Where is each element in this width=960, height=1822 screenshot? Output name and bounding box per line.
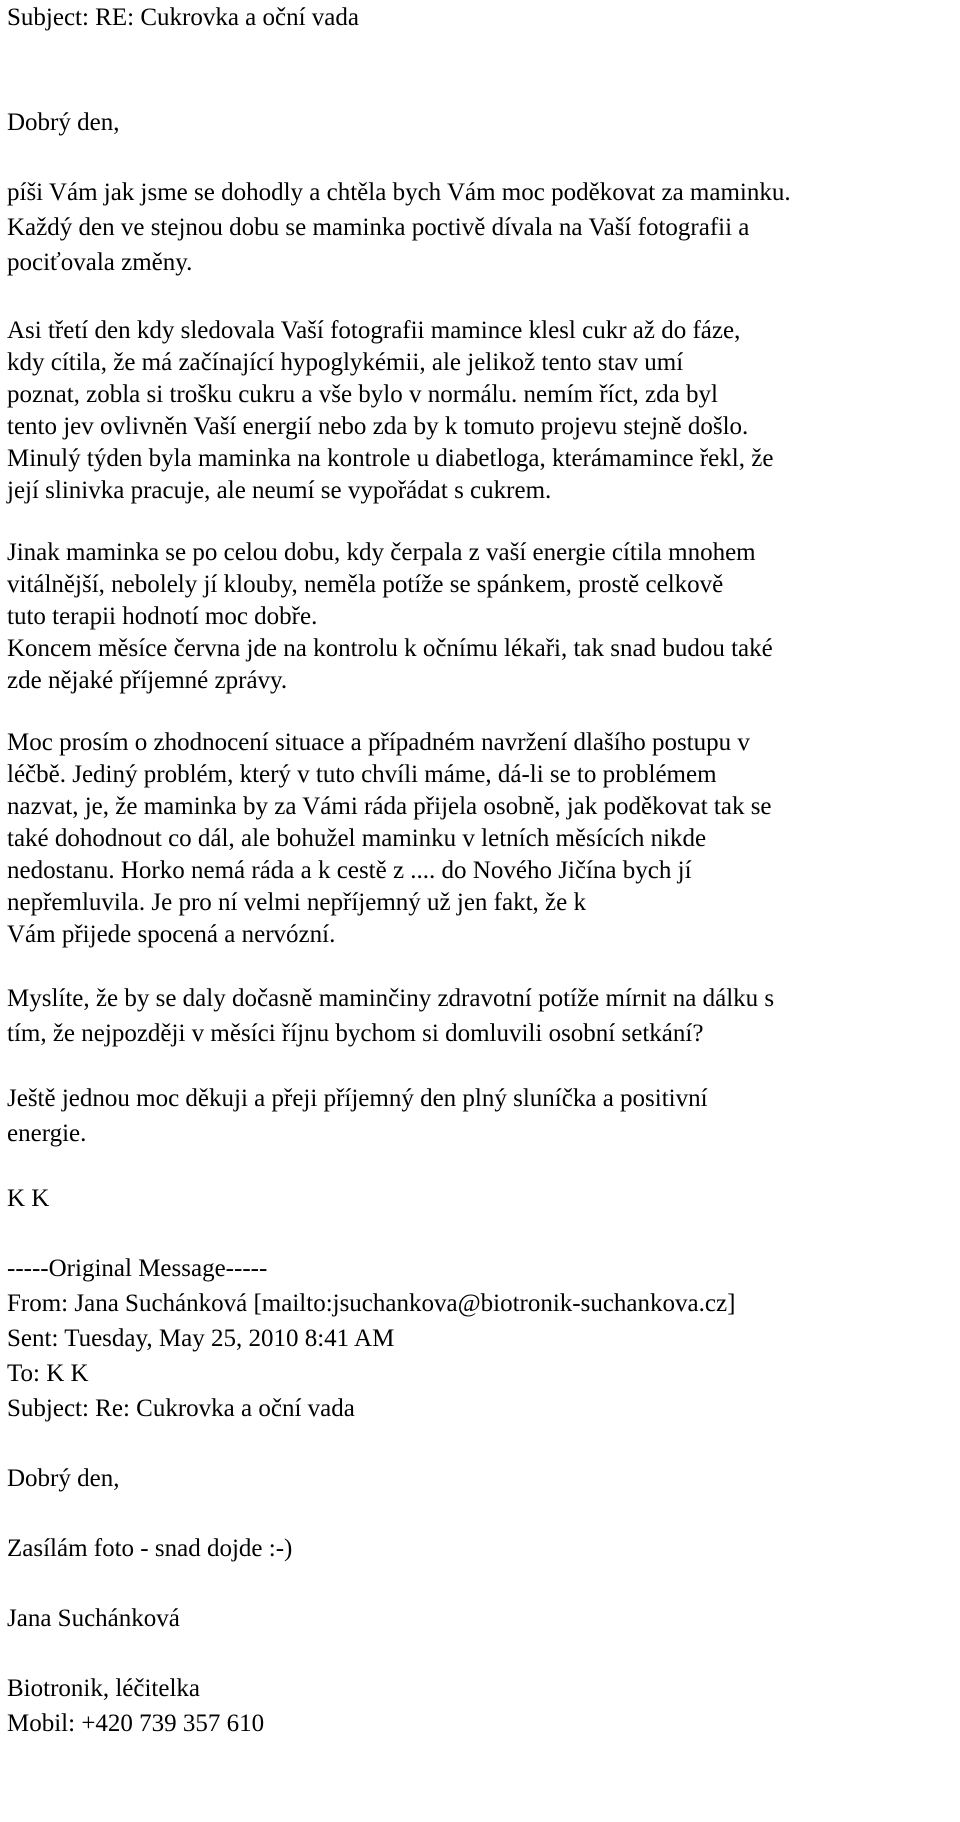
paragraph-line: vitálnější, nebolely jí klouby, neměla potíže se spánkem, prostě celkově	[7, 571, 724, 598]
paragraph-line: Ještě jednou moc děkuji a přeji příjemný den plný sluníčka a positivní	[7, 1085, 708, 1112]
paragraph-line: tuto terapii hodnotí moc dobře.	[7, 603, 318, 630]
paragraph-line: také dohodnout co dál, ale bohužel maminku v letních měsících nikde	[7, 825, 707, 852]
paragraph-line: Vám přijede spocená a nervózní.	[7, 921, 336, 948]
original-greeting: Dobrý den,	[7, 1465, 120, 1492]
paragraph-line: poznat, zobla si trošku cukru a vše bylo v normálu. nemím říct, zda byl	[7, 381, 718, 408]
paragraph-closing	[7, 1081, 955, 1151]
original-subject: Subject: Re: Cukrovka a oční vada	[7, 1395, 355, 1422]
email-subject	[7, 0, 955, 35]
paragraph-question	[7, 981, 955, 1051]
greeting	[7, 105, 955, 140]
greeting-line: Dobrý den,	[7, 109, 120, 136]
paragraph-wellbeing	[7, 537, 955, 697]
paragraph-line: nepřemluvila. Je pro ní velmi nepříjemný už jen fakt, že k	[7, 889, 586, 916]
original-sender-name: Jana Suchánková	[7, 1605, 180, 1632]
subject-line: Subject: RE: Cukrovka a oční vada	[7, 4, 360, 31]
paragraph-line: Moc prosím o zhodnocení situace a případném navržení dlašího postupu v	[7, 729, 750, 756]
paragraph-line: Myslíte, že by se daly dočasně maminčiny zdravotní potíže mírnit na dálku s	[7, 985, 775, 1012]
paragraph-observations	[7, 315, 955, 507]
paragraph-line: zde nějaké příjemné zprávy.	[7, 667, 288, 694]
paragraph-line: nazvat, je, že maminka by za Vámi ráda přijela osobně, jak poděkovat tak se	[7, 793, 772, 820]
paragraph-line: Každý den ve stejnou dobu se maminka poctivě dívala na Vaší fotografii a	[7, 214, 750, 241]
paragraph-line: pociťovala změny.	[7, 249, 193, 276]
paragraph-line: Asi třetí den kdy sledovala Vaší fotografii mamince klesl cukr až do fáze,	[7, 317, 741, 344]
original-body: Zasílám foto - snad dojde :-)	[7, 1535, 293, 1562]
paragraph-line: tento jev ovlivněn Vaší energií nebo zda by k tomuto projevu stejně došlo.	[7, 413, 749, 440]
paragraph-line: Minulý týden byla maminka na kontrole u diabetloga, kterámamince řekl, že	[7, 445, 774, 472]
original-sender-title: Biotronik, léčitelka	[7, 1675, 201, 1702]
paragraph-line: píši Vám jak jsme se dohodly a chtěla bych Vám moc poděkovat za maminku.	[7, 179, 791, 206]
paragraph-thanks	[7, 175, 955, 280]
original-from: From: Jana Suchánková [mailto:jsuchankova@biotronik-suchankova.cz]	[7, 1290, 736, 1317]
email-document	[7, 0, 955, 1741]
original-message-separator: -----Original Message-----	[7, 1255, 268, 1282]
original-sender-phone: Mobil: +420 739 357 610	[7, 1710, 265, 1737]
original-sent: Sent: Tuesday, May 25, 2010 8:41 AM	[7, 1325, 395, 1352]
signature	[7, 1181, 955, 1216]
paragraph-line: kdy cítila, že má začínající hypoglykémii, ale jelikož tento stav umí	[7, 349, 684, 376]
original-message	[7, 1251, 955, 1741]
paragraph-line: tím, že nejpozději v měsíci říjnu bychom si domluvili osobní setkání?	[7, 1020, 704, 1047]
paragraph-line: nedostanu. Horko nemá ráda a k cestě z .... do Nového Jičína bych jí	[7, 857, 692, 884]
paragraph-line: Koncem měsíce června jde na kontrolu k očnímu lékaři, tak snad budou také	[7, 635, 773, 662]
paragraph-line: léčbě. Jediný problém, který v tuto chvíli máme, dá-li se to problémem	[7, 761, 717, 788]
paragraph-line: energie.	[7, 1120, 87, 1147]
paragraph-line: Jinak maminka se po celou dobu, kdy čerpala z vaší energie cítila mnohem	[7, 539, 756, 566]
signature-line: K K	[7, 1185, 50, 1212]
paragraph-request	[7, 727, 955, 951]
paragraph-line: její slinivka pracuje, ale neumí se vypořádat s cukrem.	[7, 477, 552, 504]
original-to: To: K K	[7, 1360, 89, 1387]
